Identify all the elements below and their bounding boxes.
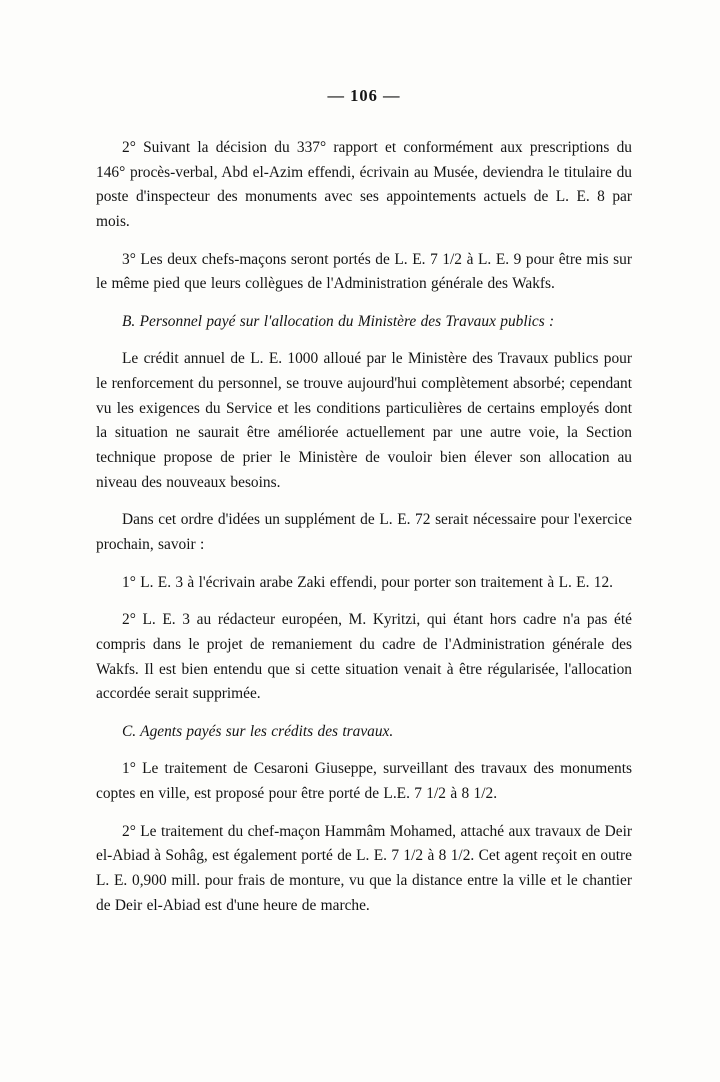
page-number: — 106 —	[327, 86, 401, 105]
paragraph-ordre-idees: Dans cet ordre d'idées un supplément de L. E. 72 serait nécessaire pour l'exercice prochain, savoir :	[96, 511, 632, 553]
paragraph-2-suivant: 2° Suivant la décision du 337° rapport et conformément aux prescriptions du 146° procès-verbal, Abd el-Azim effendi, écrivain au Musée, deviendra le titulaire du poste d'inspecteur des monuments avec ses appointements actuels de L. E. 8 par mois.	[96, 139, 632, 230]
heading-section-b: B. Personnel payé sur l'allocation du Ministère des Travaux publics :	[122, 312, 555, 330]
paragraph-3-chefs-macons: 3° Les deux chefs-maçons seront portés de L. E. 7 1/2 à L. E. 9 pour être mis sur le même pied que leurs collègues de l'Administration générale des Wakfs.	[96, 250, 632, 293]
paragraph-2-redacteur-europeen: 2° L. E. 3 au rédacteur européen, M. Kyritzi, qui étant hors cadre n'a pas été compris dans le projet de remaniement du cadre de l'Administration générale des Wakfs. Il est bien entendu que si cette situation venait à être régularisée, l'allocation accordée serait supprimée.	[96, 611, 632, 703]
paragraph-1-cesaroni: 1° Le traitement de Cesaroni Giuseppe, surveillant des travaux des monuments coptes en ville, est proposé pour être porté de L.E. 7 1/2 à 8 1/2.	[96, 760, 632, 803]
paragraph-credit-annuel: Le crédit annuel de L. E. 1000 alloué par le Ministère des Travaux publics pour le renforcement du personnel, se trouve aujourd'hui complètement absorbé; cependant vu les exigences du Service et les conditions particulières de certains employés dont la situation ne saurait être améliorée actuellement par une autre voie, la Section technique propose de prier le Ministère de vouloir bien élever son allocation au niveau des nouveaux besoins.	[96, 350, 632, 491]
heading-section-c: C. Agents payés sur les crédits des travaux.	[122, 722, 394, 740]
paragraph-1-ecrivain-arabe: 1° L. E. 3 à l'écrivain arabe Zaki effendi, pour porter son traitement à L. E. 12.	[122, 573, 614, 591]
page-content	[96, 86, 632, 931]
paragraph-2-hammam: 2° Le traitement du chef-maçon Hammâm Mohamed, attaché aux travaux de Deir el-Abiad à Sohâg, est également porté de L. E. 7 1/2 à 8 1/2. Cet agent reçoit en outre L. E. 0,900 mill. pour frais de monture, vu que la distance entre la ville et le chantier de Deir el-Abiad est d'une heure de marche.	[96, 822, 632, 914]
